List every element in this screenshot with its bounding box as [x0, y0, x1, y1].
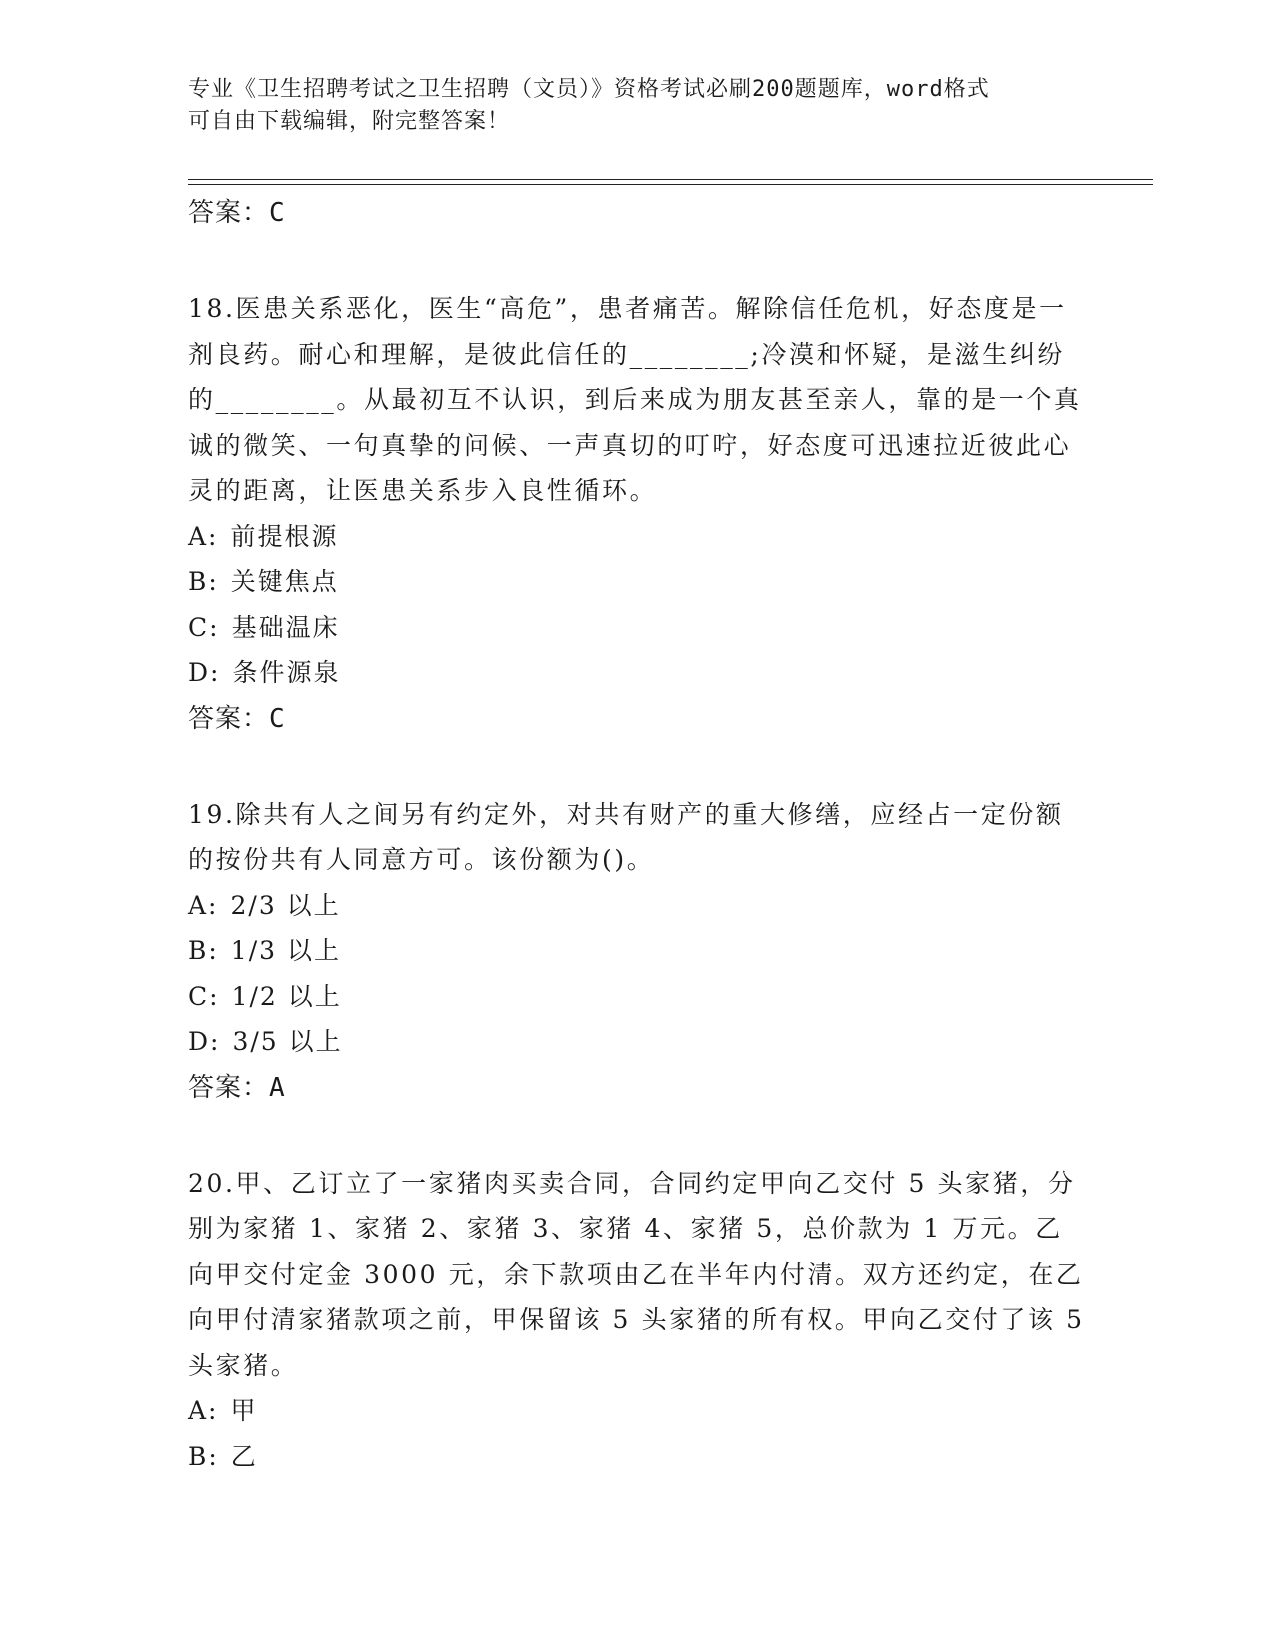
option-key: D: [188, 1027, 221, 1056]
option-b [188, 1434, 1088, 1480]
option-key: D: [188, 658, 221, 687]
option-key: A: [188, 890, 219, 920]
option-text: 甲 [230, 1396, 258, 1425]
option-key: C: [188, 612, 220, 642]
header-line-1: 专业《卫生招聘考试之卫生招聘（文员）》资格考试必刷200题题库，word格式 [188, 77, 990, 102]
option-a [188, 514, 1088, 560]
option-key: B: [188, 936, 219, 965]
option-key: B: [188, 1441, 219, 1471]
option-text: 1/3 以上 [230, 936, 341, 965]
answer-18: 答案：C [188, 703, 286, 734]
option-key: A: [188, 521, 219, 551]
page-header [188, 74, 1068, 138]
header-divider-top [188, 179, 1153, 180]
option-key: A: [188, 1396, 219, 1425]
question-stem: 19.除共有人之间另有约定外，对共有财产的重大修缮，应经占一定份额的按份共有人同意方可。该份额为()。 [188, 799, 1064, 874]
answer-previous: 答案：C [188, 198, 286, 228]
option-text: 2/3 以上 [230, 890, 341, 920]
question-stem: 18.医患关系恶化，医生“高危”，患者痛苦。解除信任危机，好态度是一剂良药。耐心和理解，是彼此信任的________;冷漠和怀疑，是滋生纠纷的________。从最初互不认识，到后来成为朋友甚至亲人，靠的是一个真诚的微笑、一句真挚的问候、一声真切的叮咛，好态度可迅速拉近彼此心灵的距离，让医患关系步入良性循环。 [188, 294, 1082, 505]
option-text: 前提根源 [230, 521, 339, 551]
page-content [188, 190, 1088, 1479]
question-20 [188, 1161, 1088, 1480]
option-text: 关键焦点 [230, 567, 339, 596]
option-b [188, 928, 1088, 974]
option-text: 乙 [230, 1441, 258, 1471]
option-d [188, 650, 1088, 696]
header-line-2: 可自由下载编辑，附完整答案！ [188, 109, 511, 134]
option-c [188, 974, 1088, 1020]
option-b [188, 559, 1088, 605]
question-19 [188, 792, 1088, 1111]
option-c [188, 605, 1088, 651]
question-18 [188, 286, 1088, 742]
option-text: 基础温床 [231, 612, 340, 642]
option-a [188, 883, 1088, 929]
option-d [188, 1019, 1088, 1065]
option-a [188, 1388, 1088, 1434]
question-stem: 20.甲、乙订立了一家猪肉买卖合同，合同约定甲向乙交付 5 头家猪，分别为家猪 1、家猪 2、家猪 3、家猪 4、家猪 5，总价款为 1 万元。乙向甲交付定金 3000 元，余下款项由乙在半年内付清。双方还约定，在乙向甲付清家猪款项之前，甲保留该 5 头家猪的所有权。甲向乙交付了该 5 头家猪。 [188, 1168, 1085, 1380]
option-key: C: [188, 981, 220, 1011]
option-text: 1/2 以上 [231, 981, 342, 1011]
option-text: 3/5 以上 [232, 1027, 343, 1056]
option-text: 条件源泉 [232, 658, 341, 687]
option-key: B: [188, 567, 219, 596]
answer-19: 答案：A [188, 1072, 286, 1103]
header-divider-bottom [188, 184, 1153, 185]
